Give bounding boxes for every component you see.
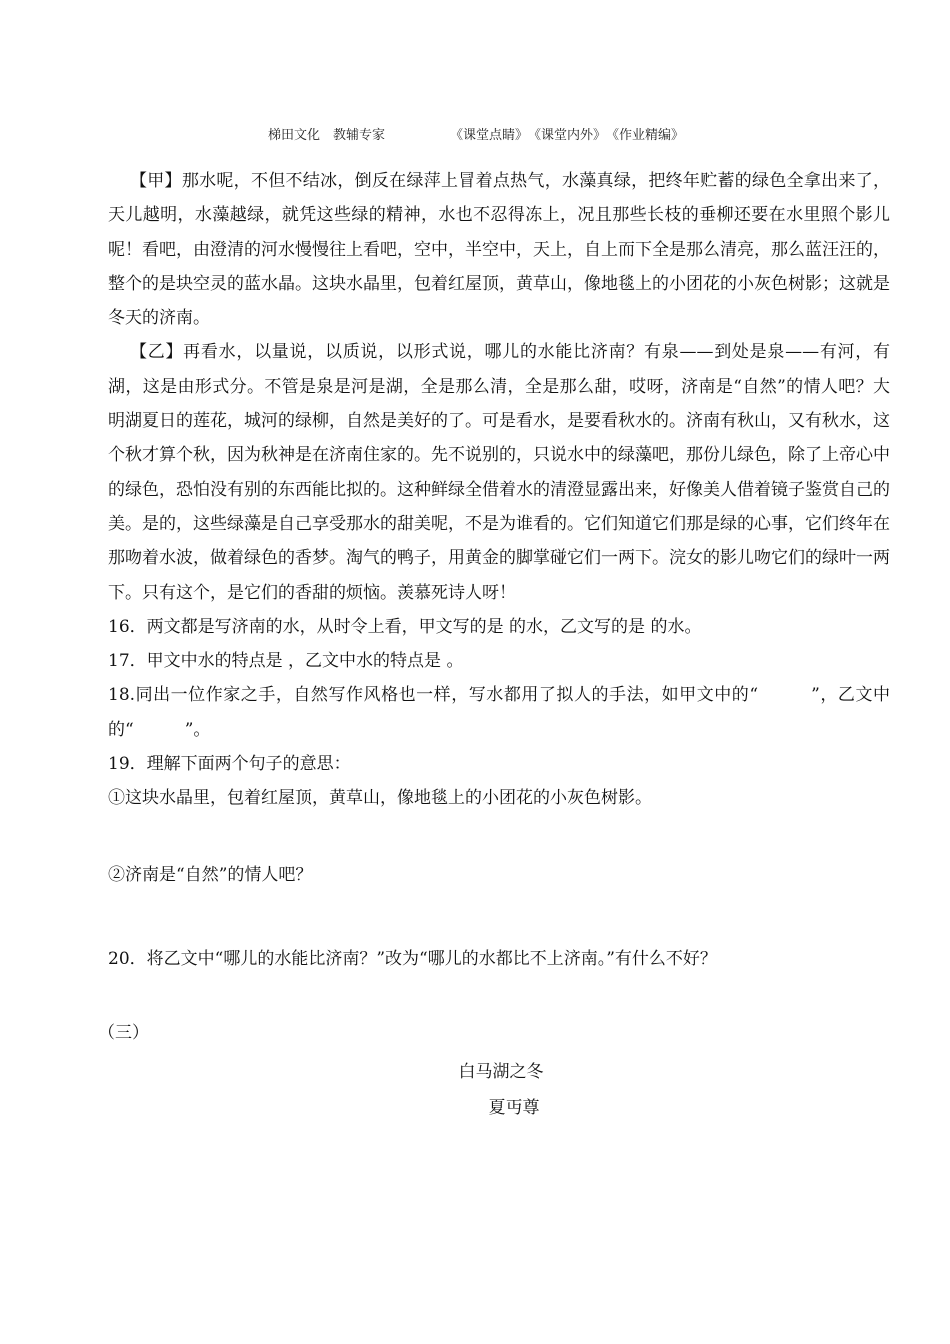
answer-space bbox=[108, 976, 890, 1016]
question-19: 19．理解下面两个句子的意思： bbox=[108, 754, 351, 775]
answer-space bbox=[108, 892, 890, 942]
question-19-sentence-2: ②济南是“自然”的情人吧？ bbox=[108, 864, 313, 885]
document-body bbox=[98, 164, 890, 1125]
section-label: （三） bbox=[98, 1023, 149, 1044]
question-18: 18.同出一位作家之手，自然写作风格也一样，写水都用了拟人的手法，如甲文中的“ ”，乙文中的“ ”。 bbox=[108, 685, 890, 740]
passage-jia: 【甲】那水呢，不但不结冰，倒反在绿萍上冒着点热气，水藻真绿，把终年贮蓄的绿色全拿出来了，天儿越明，水藻越绿，就凭这些绿的精神，水也不忍得冻上，况且那些长枝的垂柳还要在水里照个影儿呢！看吧，由澄清的河水慢慢往上看吧，空中，半空中，天上，自上而下全是那么清亮，那么蓝汪汪的，整个的是块空灵的蓝水晶。这块水晶里，包着红屋顶，黄草山，像地毯上的小团花的小灰色树影；这就是冬天的济南。 bbox=[108, 171, 890, 329]
article-author: 夏丏尊 bbox=[488, 1097, 540, 1118]
question-19-sentence-1: ①这块水晶里，包着红屋顶，黄草山，像地毯上的小团花的小灰色树影。 bbox=[108, 788, 652, 809]
question-20: 20．将乙文中“哪儿的水能比济南？”改为“哪儿的水都比不上济南。”有什么不好？ bbox=[108, 948, 717, 969]
passage-yi: 【乙】再看水，以量说，以质说，以形式说，哪儿的水能比济南？有泉——到处是泉——有河，有湖，这是由形式分。不管是泉是河是湖，全是那么清，全是那么甜，哎呀，济南是“自然”的情人吧？大明湖夏日的莲花，城河的绿柳，自然是美好的了。可是看水，是要看秋水的。济南有秋山，又有秋水，这个秋才算个秋，因为秋神是在济南住家的。先不说别的，只说水中的绿藻吧，那份儿绿色，除了上帝心中的绿色，恐怕没有别的东西能比拟的。这种鲜绿全借着水的清澄显露出来，好像美人借着镜子鉴赏自己的美。是的，这些绿藻是自己享受那水的甜美呢，不是为谁看的。它们知道它们那是绿的心事，它们终年在那吻着水波，做着绿色的香梦。淘气的鸭子，用黄金的脚掌碰它们一两下。浣女的影儿吻它们的绿叶一两下。只有这个，是它们的香甜的烦恼。羡慕死诗人呀！ bbox=[108, 342, 890, 603]
article-title: 白马湖之冬 bbox=[458, 1061, 544, 1082]
header-book-titles: 《课堂点睛》 《课堂内外》 《作业精编》 bbox=[450, 128, 685, 143]
question-16: 16．两文都是写济南的水，从时令上看，甲文写的是 的水，乙文写的是 的水。 bbox=[108, 616, 702, 637]
question-17: 17．甲文中水的特点是 ，乙文中水的特点是 。 bbox=[108, 651, 464, 672]
header-brand: 梯田文化 教辅专家 bbox=[268, 128, 386, 143]
answer-space bbox=[108, 816, 890, 858]
